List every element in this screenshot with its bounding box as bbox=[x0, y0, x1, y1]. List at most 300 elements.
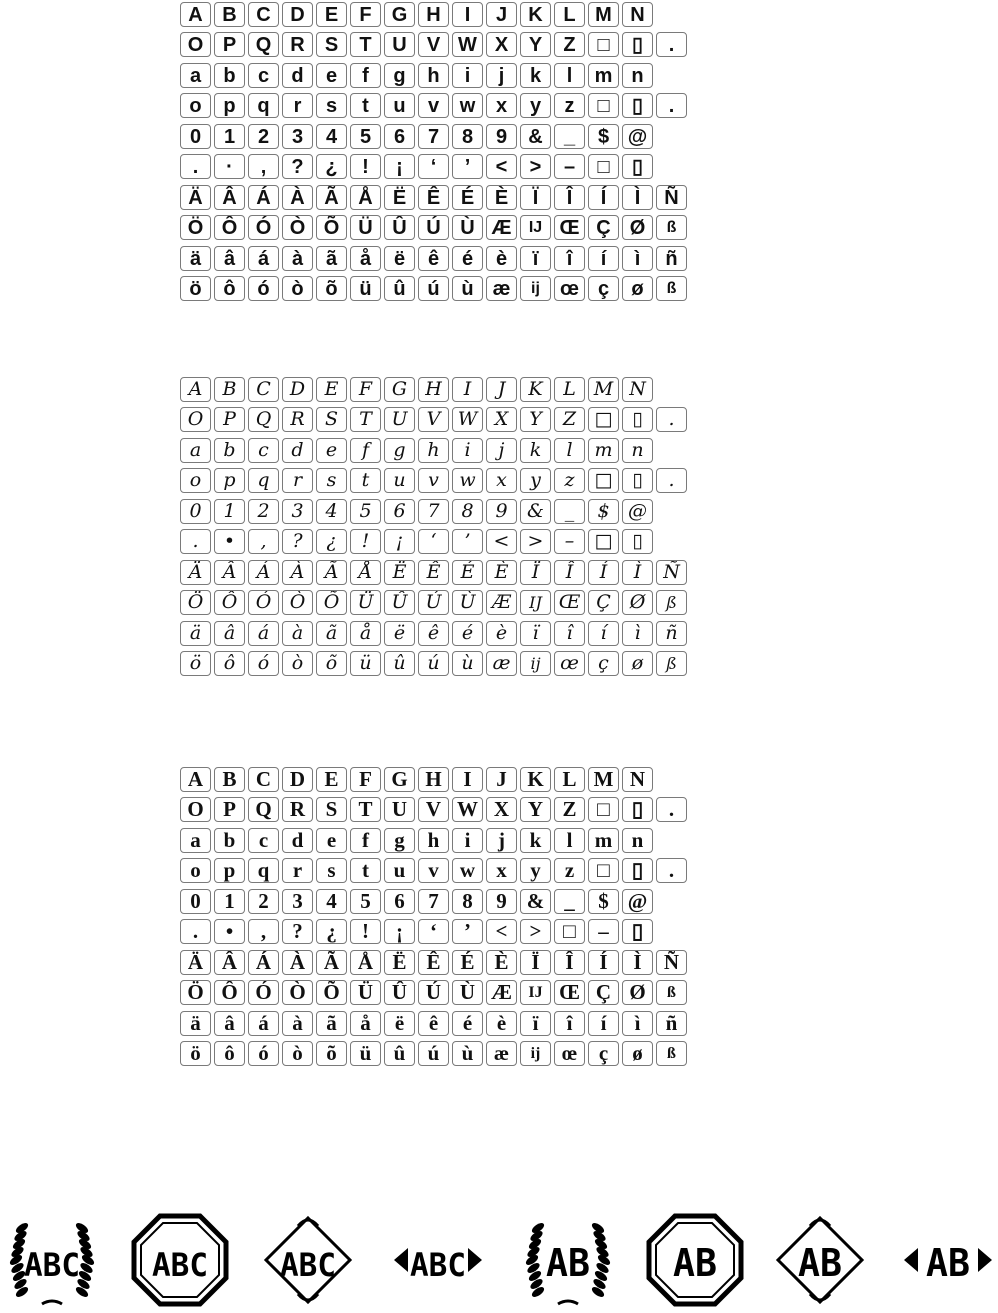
glyph-key: Ï bbox=[520, 560, 551, 585]
glyph-key: Ò bbox=[282, 215, 313, 240]
glyph-key: F bbox=[350, 377, 381, 402]
glyph-key: 1 bbox=[214, 889, 245, 914]
glyph-key: Ö bbox=[180, 980, 211, 1005]
glyph-key: H bbox=[418, 767, 449, 792]
glyph-key: m bbox=[588, 828, 619, 853]
glyph-key: À bbox=[282, 560, 313, 585]
monogram-laurel-ab bbox=[518, 1212, 618, 1308]
glyph-row bbox=[180, 407, 712, 432]
glyph-key: T bbox=[350, 32, 381, 57]
glyph-key: , bbox=[248, 919, 279, 944]
glyph-key: . bbox=[656, 407, 687, 432]
glyph-key: m bbox=[588, 438, 619, 463]
glyph-key: P bbox=[214, 407, 245, 432]
monogram-letters: ABC bbox=[152, 1246, 208, 1284]
glyph-key: , bbox=[248, 154, 279, 179]
glyph-key: Ç bbox=[588, 215, 619, 240]
glyph-key: Ã bbox=[316, 950, 347, 975]
glyph-key: c bbox=[248, 63, 279, 88]
glyph-key: z bbox=[554, 93, 585, 118]
glyph-key: n bbox=[622, 438, 653, 463]
glyph-key: 5 bbox=[350, 124, 381, 149]
glyph-key: A bbox=[180, 2, 211, 27]
glyph-key: t bbox=[350, 858, 381, 883]
glyph-key: . bbox=[656, 468, 687, 493]
glyph-key: ì bbox=[622, 1011, 653, 1036]
glyph-key: ú bbox=[418, 1041, 449, 1066]
glyph-key: • bbox=[214, 919, 245, 944]
glyph-key: y bbox=[520, 93, 551, 118]
monogram-letters: ABC bbox=[24, 1246, 80, 1284]
glyph-key: □ bbox=[588, 797, 619, 822]
glyph-key: j bbox=[486, 63, 517, 88]
glyph-key: æ bbox=[486, 1041, 517, 1066]
glyph-key: i bbox=[452, 63, 483, 88]
glyph-key: M bbox=[588, 2, 619, 27]
glyph-key: å bbox=[350, 621, 381, 646]
glyph-key: ê bbox=[418, 1011, 449, 1036]
glyph-key: v bbox=[418, 93, 449, 118]
glyph-key: k bbox=[520, 63, 551, 88]
glyph-key: q bbox=[248, 858, 279, 883]
glyph-key: ß bbox=[656, 980, 687, 1005]
glyph-key: Ç bbox=[588, 980, 619, 1005]
glyph-key: 9 bbox=[486, 499, 517, 524]
glyph-key: g bbox=[384, 63, 415, 88]
glyph-key: i bbox=[452, 828, 483, 853]
glyph-key: ? bbox=[282, 919, 313, 944]
glyph-key: d bbox=[282, 828, 313, 853]
glyph-key: IJ bbox=[520, 980, 551, 1005]
glyph-key: À bbox=[282, 950, 313, 975]
glyph-key: à bbox=[282, 246, 313, 271]
glyph-key: Ò bbox=[282, 590, 313, 615]
glyph-key: z bbox=[554, 468, 585, 493]
glyph-key: Y bbox=[520, 407, 551, 432]
glyph-key: Ì bbox=[622, 185, 653, 210]
glyph-key: ? bbox=[282, 529, 313, 554]
glyph-key: Î bbox=[554, 950, 585, 975]
glyph-key: ¡ bbox=[384, 529, 415, 554]
glyph-key: Î bbox=[554, 560, 585, 585]
glyph-key: ! bbox=[350, 529, 381, 554]
glyph-key: x bbox=[486, 93, 517, 118]
glyph-key: & bbox=[520, 889, 551, 914]
monogram-letters: ABC bbox=[280, 1246, 336, 1284]
glyph-key: T bbox=[350, 797, 381, 822]
glyph-key: å bbox=[350, 246, 381, 271]
glyph-key: Í bbox=[588, 560, 619, 585]
glyph-key: œ bbox=[554, 651, 585, 676]
glyph-key: ▯ bbox=[622, 407, 653, 432]
glyph-key: Ì bbox=[622, 560, 653, 585]
glyph-key: s bbox=[316, 468, 347, 493]
glyph-key: 2 bbox=[248, 124, 279, 149]
glyph-row bbox=[180, 858, 712, 883]
glyph-key: a bbox=[180, 63, 211, 88]
glyph-key: ç bbox=[588, 651, 619, 676]
glyph-key: C bbox=[248, 767, 279, 792]
glyph-key: c bbox=[248, 438, 279, 463]
glyph-key: Æ bbox=[486, 215, 517, 240]
glyph-key: Ë bbox=[384, 950, 415, 975]
glyph-key: õ bbox=[316, 651, 347, 676]
glyph-key: . bbox=[656, 797, 687, 822]
monogram-graphic bbox=[518, 1212, 618, 1308]
glyph-key: Ô bbox=[214, 215, 245, 240]
glyph-key: ì bbox=[622, 621, 653, 646]
glyph-key: í bbox=[588, 621, 619, 646]
glyph-row bbox=[180, 919, 712, 944]
glyph-key: ä bbox=[180, 246, 211, 271]
glyph-key: Ô bbox=[214, 980, 245, 1005]
glyph-key: í bbox=[588, 1011, 619, 1036]
glyph-key: Q bbox=[248, 407, 279, 432]
glyph-key: p bbox=[214, 468, 245, 493]
glyph-key: t bbox=[350, 93, 381, 118]
glyph-key: œ bbox=[554, 1041, 585, 1066]
glyph-key: h bbox=[418, 63, 449, 88]
monogram-scroll-ab bbox=[770, 1212, 870, 1308]
glyph-key: ê bbox=[418, 246, 449, 271]
glyph-key: Û bbox=[384, 215, 415, 240]
glyph-key: ¡ bbox=[384, 919, 415, 944]
glyph-key: 5 bbox=[350, 889, 381, 914]
glyph-key: Z bbox=[554, 407, 585, 432]
glyph-row bbox=[180, 828, 712, 853]
glyph-key: _ bbox=[554, 499, 585, 524]
glyph-key: Ó bbox=[248, 215, 279, 240]
glyph-key: K bbox=[520, 377, 551, 402]
glyph-key: 1 bbox=[214, 124, 245, 149]
glyph-key: 3 bbox=[282, 124, 313, 149]
glyph-key: Ú bbox=[418, 590, 449, 615]
glyph-key: N bbox=[622, 767, 653, 792]
glyph-key: Ä bbox=[180, 560, 211, 585]
monogram-samples bbox=[0, 1212, 998, 1308]
glyph-key: V bbox=[418, 32, 449, 57]
glyph-key: Ö bbox=[180, 590, 211, 615]
glyph-key: ▯ bbox=[622, 858, 653, 883]
glyph-key: ç bbox=[588, 276, 619, 301]
monogram-graphic bbox=[130, 1212, 230, 1308]
glyph-key: Ù bbox=[452, 980, 483, 1005]
glyph-key: û bbox=[384, 276, 415, 301]
glyph-key: Ò bbox=[282, 980, 313, 1005]
glyph-key: F bbox=[350, 2, 381, 27]
glyph-key: O bbox=[180, 32, 211, 57]
glyph-key: a bbox=[180, 438, 211, 463]
glyph-row bbox=[180, 468, 712, 493]
glyph-key: S bbox=[316, 797, 347, 822]
glyph-key: È bbox=[486, 560, 517, 585]
glyph-key: □ bbox=[588, 529, 619, 554]
glyph-key: Æ bbox=[486, 980, 517, 1005]
glyph-key: 8 bbox=[452, 889, 483, 914]
glyph-key: Ç bbox=[588, 590, 619, 615]
monogram-octagon-ab bbox=[645, 1212, 745, 1308]
glyph-key: J bbox=[486, 377, 517, 402]
glyph-key: ▯ bbox=[622, 529, 653, 554]
glyph-key: f bbox=[350, 438, 381, 463]
glyph-key: ¡ bbox=[384, 154, 415, 179]
glyph-key: 5 bbox=[350, 499, 381, 524]
glyph-key: ë bbox=[384, 246, 415, 271]
glyph-key: @ bbox=[622, 889, 653, 914]
glyph-key: Ü bbox=[350, 980, 381, 1005]
glyph-key: ã bbox=[316, 621, 347, 646]
monogram-graphic bbox=[770, 1212, 870, 1308]
glyph-key: ▯ bbox=[622, 919, 653, 944]
glyph-row bbox=[180, 32, 712, 57]
glyph-key: à bbox=[282, 1011, 313, 1036]
glyph-key: – bbox=[554, 154, 585, 179]
glyph-key: . bbox=[656, 32, 687, 57]
glyph-key: Á bbox=[248, 560, 279, 585]
glyph-key: v bbox=[418, 858, 449, 883]
glyph-key: IJ bbox=[520, 215, 551, 240]
glyph-key: ¿ bbox=[316, 919, 347, 944]
glyph-key: _ bbox=[554, 889, 585, 914]
script-character-set bbox=[180, 377, 712, 681]
glyph-key: ê bbox=[418, 621, 449, 646]
glyph-key: è bbox=[486, 1011, 517, 1036]
glyph-key: e bbox=[316, 438, 347, 463]
glyph-key: 0 bbox=[180, 499, 211, 524]
glyph-key: p bbox=[214, 93, 245, 118]
glyph-key: Å bbox=[350, 560, 381, 585]
glyph-key: n bbox=[622, 63, 653, 88]
glyph-key: □ bbox=[588, 858, 619, 883]
glyph-key: □ bbox=[588, 93, 619, 118]
glyph-key: U bbox=[384, 407, 415, 432]
glyph-key: < bbox=[486, 919, 517, 944]
glyph-key: Ê bbox=[418, 185, 449, 210]
glyph-key: ij bbox=[520, 1041, 551, 1066]
glyph-key: é bbox=[452, 621, 483, 646]
glyph-row bbox=[180, 377, 712, 402]
glyph-key: ë bbox=[384, 621, 415, 646]
glyph-key: $ bbox=[588, 124, 619, 149]
glyph-key: î bbox=[554, 1011, 585, 1036]
monogram-graphic bbox=[645, 1212, 745, 1308]
sans-character-set bbox=[180, 2, 712, 306]
glyph-key: ñ bbox=[656, 1011, 687, 1036]
glyph-key: ¿ bbox=[316, 154, 347, 179]
glyph-key: Ö bbox=[180, 215, 211, 240]
glyph-key: á bbox=[248, 621, 279, 646]
glyph-row bbox=[180, 2, 712, 27]
glyph-key: 8 bbox=[452, 124, 483, 149]
glyph-key: @ bbox=[622, 499, 653, 524]
glyph-key: Å bbox=[350, 950, 381, 975]
glyph-key: 0 bbox=[180, 124, 211, 149]
glyph-key: k bbox=[520, 438, 551, 463]
glyph-key: ! bbox=[350, 154, 381, 179]
glyph-key: $ bbox=[588, 499, 619, 524]
glyph-key: B bbox=[214, 377, 245, 402]
glyph-key: L bbox=[554, 377, 585, 402]
glyph-key: < bbox=[486, 529, 517, 554]
monogram-letters: ABC bbox=[410, 1246, 466, 1284]
glyph-key: l bbox=[554, 438, 585, 463]
glyph-key: ß bbox=[656, 1041, 687, 1066]
glyph-key: Z bbox=[554, 32, 585, 57]
glyph-key: É bbox=[452, 950, 483, 975]
glyph-key: ç bbox=[588, 1041, 619, 1066]
glyph-key: s bbox=[316, 93, 347, 118]
glyph-key: Ú bbox=[418, 980, 449, 1005]
glyph-key: t bbox=[350, 468, 381, 493]
monogram-arrows-abc bbox=[388, 1212, 488, 1308]
glyph-key: œ bbox=[554, 276, 585, 301]
glyph-row bbox=[180, 185, 712, 210]
glyph-row bbox=[180, 154, 712, 179]
glyph-row bbox=[180, 276, 712, 301]
glyph-key: 3 bbox=[282, 499, 313, 524]
glyph-key: – bbox=[588, 919, 619, 944]
glyph-key: 2 bbox=[248, 499, 279, 524]
glyph-key: > bbox=[520, 919, 551, 944]
glyph-key: p bbox=[214, 858, 245, 883]
glyph-key: l bbox=[554, 828, 585, 853]
glyph-key: Ñ bbox=[656, 560, 687, 585]
glyph-key: 6 bbox=[384, 499, 415, 524]
glyph-row bbox=[180, 980, 712, 1005]
glyph-key: W bbox=[452, 797, 483, 822]
glyph-row bbox=[180, 93, 712, 118]
glyph-key: Ä bbox=[180, 185, 211, 210]
glyph-key: ú bbox=[418, 651, 449, 676]
glyph-key: 7 bbox=[418, 889, 449, 914]
glyph-key: v bbox=[418, 468, 449, 493]
glyph-row bbox=[180, 63, 712, 88]
glyph-key: _ bbox=[554, 124, 585, 149]
glyph-key: ’ bbox=[452, 154, 483, 179]
glyph-key: ø bbox=[622, 651, 653, 676]
glyph-key: D bbox=[282, 767, 313, 792]
glyph-row bbox=[180, 950, 712, 975]
glyph-key: ì bbox=[622, 246, 653, 271]
glyph-key: 7 bbox=[418, 124, 449, 149]
glyph-key: M bbox=[588, 377, 619, 402]
glyph-key: ‘ bbox=[418, 154, 449, 179]
glyph-key: õ bbox=[316, 276, 347, 301]
glyph-key: T bbox=[350, 407, 381, 432]
glyph-key: 9 bbox=[486, 889, 517, 914]
glyph-key: x bbox=[486, 468, 517, 493]
glyph-key: Ë bbox=[384, 560, 415, 585]
glyph-key: L bbox=[554, 767, 585, 792]
glyph-key: Á bbox=[248, 185, 279, 210]
glyph-key: ó bbox=[248, 276, 279, 301]
glyph-key: È bbox=[486, 185, 517, 210]
glyph-key: Ñ bbox=[656, 950, 687, 975]
glyph-key: s bbox=[316, 858, 347, 883]
glyph-key: w bbox=[452, 93, 483, 118]
glyph-key: ß bbox=[656, 651, 687, 676]
glyph-key: W bbox=[452, 32, 483, 57]
glyph-key: ij bbox=[520, 276, 551, 301]
glyph-key: Ê bbox=[418, 950, 449, 975]
glyph-key: Í bbox=[588, 185, 619, 210]
glyph-key: æ bbox=[486, 651, 517, 676]
glyph-key: . bbox=[656, 93, 687, 118]
glyph-key: f bbox=[350, 63, 381, 88]
glyph-key: < bbox=[486, 154, 517, 179]
glyph-key: ▯ bbox=[622, 154, 653, 179]
glyph-key: Æ bbox=[486, 590, 517, 615]
glyph-key: u bbox=[384, 858, 415, 883]
glyph-row bbox=[180, 246, 712, 271]
glyph-key: U bbox=[384, 32, 415, 57]
glyph-key: è bbox=[486, 246, 517, 271]
glyph-key: W bbox=[452, 407, 483, 432]
glyph-key: E bbox=[316, 2, 347, 27]
glyph-key: ã bbox=[316, 246, 347, 271]
glyph-key: ñ bbox=[656, 621, 687, 646]
glyph-key: • bbox=[214, 529, 245, 554]
glyph-key: q bbox=[248, 93, 279, 118]
glyph-key: L bbox=[554, 2, 585, 27]
glyph-key: ù bbox=[452, 276, 483, 301]
glyph-row bbox=[180, 889, 712, 914]
glyph-key: A bbox=[180, 767, 211, 792]
glyph-key: f bbox=[350, 828, 381, 853]
glyph-key: D bbox=[282, 2, 313, 27]
glyph-key: w bbox=[452, 468, 483, 493]
glyph-key: â bbox=[214, 621, 245, 646]
glyph-key: ó bbox=[248, 1041, 279, 1066]
glyph-key: á bbox=[248, 246, 279, 271]
glyph-key: ▯ bbox=[622, 468, 653, 493]
glyph-key: R bbox=[282, 32, 313, 57]
glyph-key: 8 bbox=[452, 499, 483, 524]
glyph-key: Õ bbox=[316, 215, 347, 240]
glyph-key: J bbox=[486, 2, 517, 27]
glyph-key: Ø bbox=[622, 980, 653, 1005]
glyph-key: S bbox=[316, 407, 347, 432]
serif-character-set bbox=[180, 767, 712, 1071]
glyph-row bbox=[180, 560, 712, 585]
glyph-key: 2 bbox=[248, 889, 279, 914]
glyph-key: ▯ bbox=[622, 797, 653, 822]
glyph-key: Ä bbox=[180, 950, 211, 975]
glyph-key: J bbox=[486, 767, 517, 792]
glyph-key: ô bbox=[214, 276, 245, 301]
glyph-key: ö bbox=[180, 1041, 211, 1066]
glyph-key: é bbox=[452, 1011, 483, 1036]
glyph-key: g bbox=[384, 438, 415, 463]
glyph-key: . bbox=[180, 529, 211, 554]
glyph-key: d bbox=[282, 63, 313, 88]
glyph-key: ’ bbox=[452, 919, 483, 944]
glyph-key: X bbox=[486, 407, 517, 432]
glyph-row bbox=[180, 797, 712, 822]
glyph-row bbox=[180, 124, 712, 149]
glyph-key: n bbox=[622, 828, 653, 853]
glyph-key: ò bbox=[282, 1041, 313, 1066]
glyph-key: □ bbox=[554, 919, 585, 944]
monogram-scroll-abc bbox=[258, 1212, 358, 1308]
glyph-key: R bbox=[282, 797, 313, 822]
glyph-key: ô bbox=[214, 1041, 245, 1066]
glyph-key: □ bbox=[588, 407, 619, 432]
glyph-key: O bbox=[180, 797, 211, 822]
glyph-key: È bbox=[486, 950, 517, 975]
glyph-row bbox=[180, 590, 712, 615]
glyph-key: u bbox=[384, 93, 415, 118]
